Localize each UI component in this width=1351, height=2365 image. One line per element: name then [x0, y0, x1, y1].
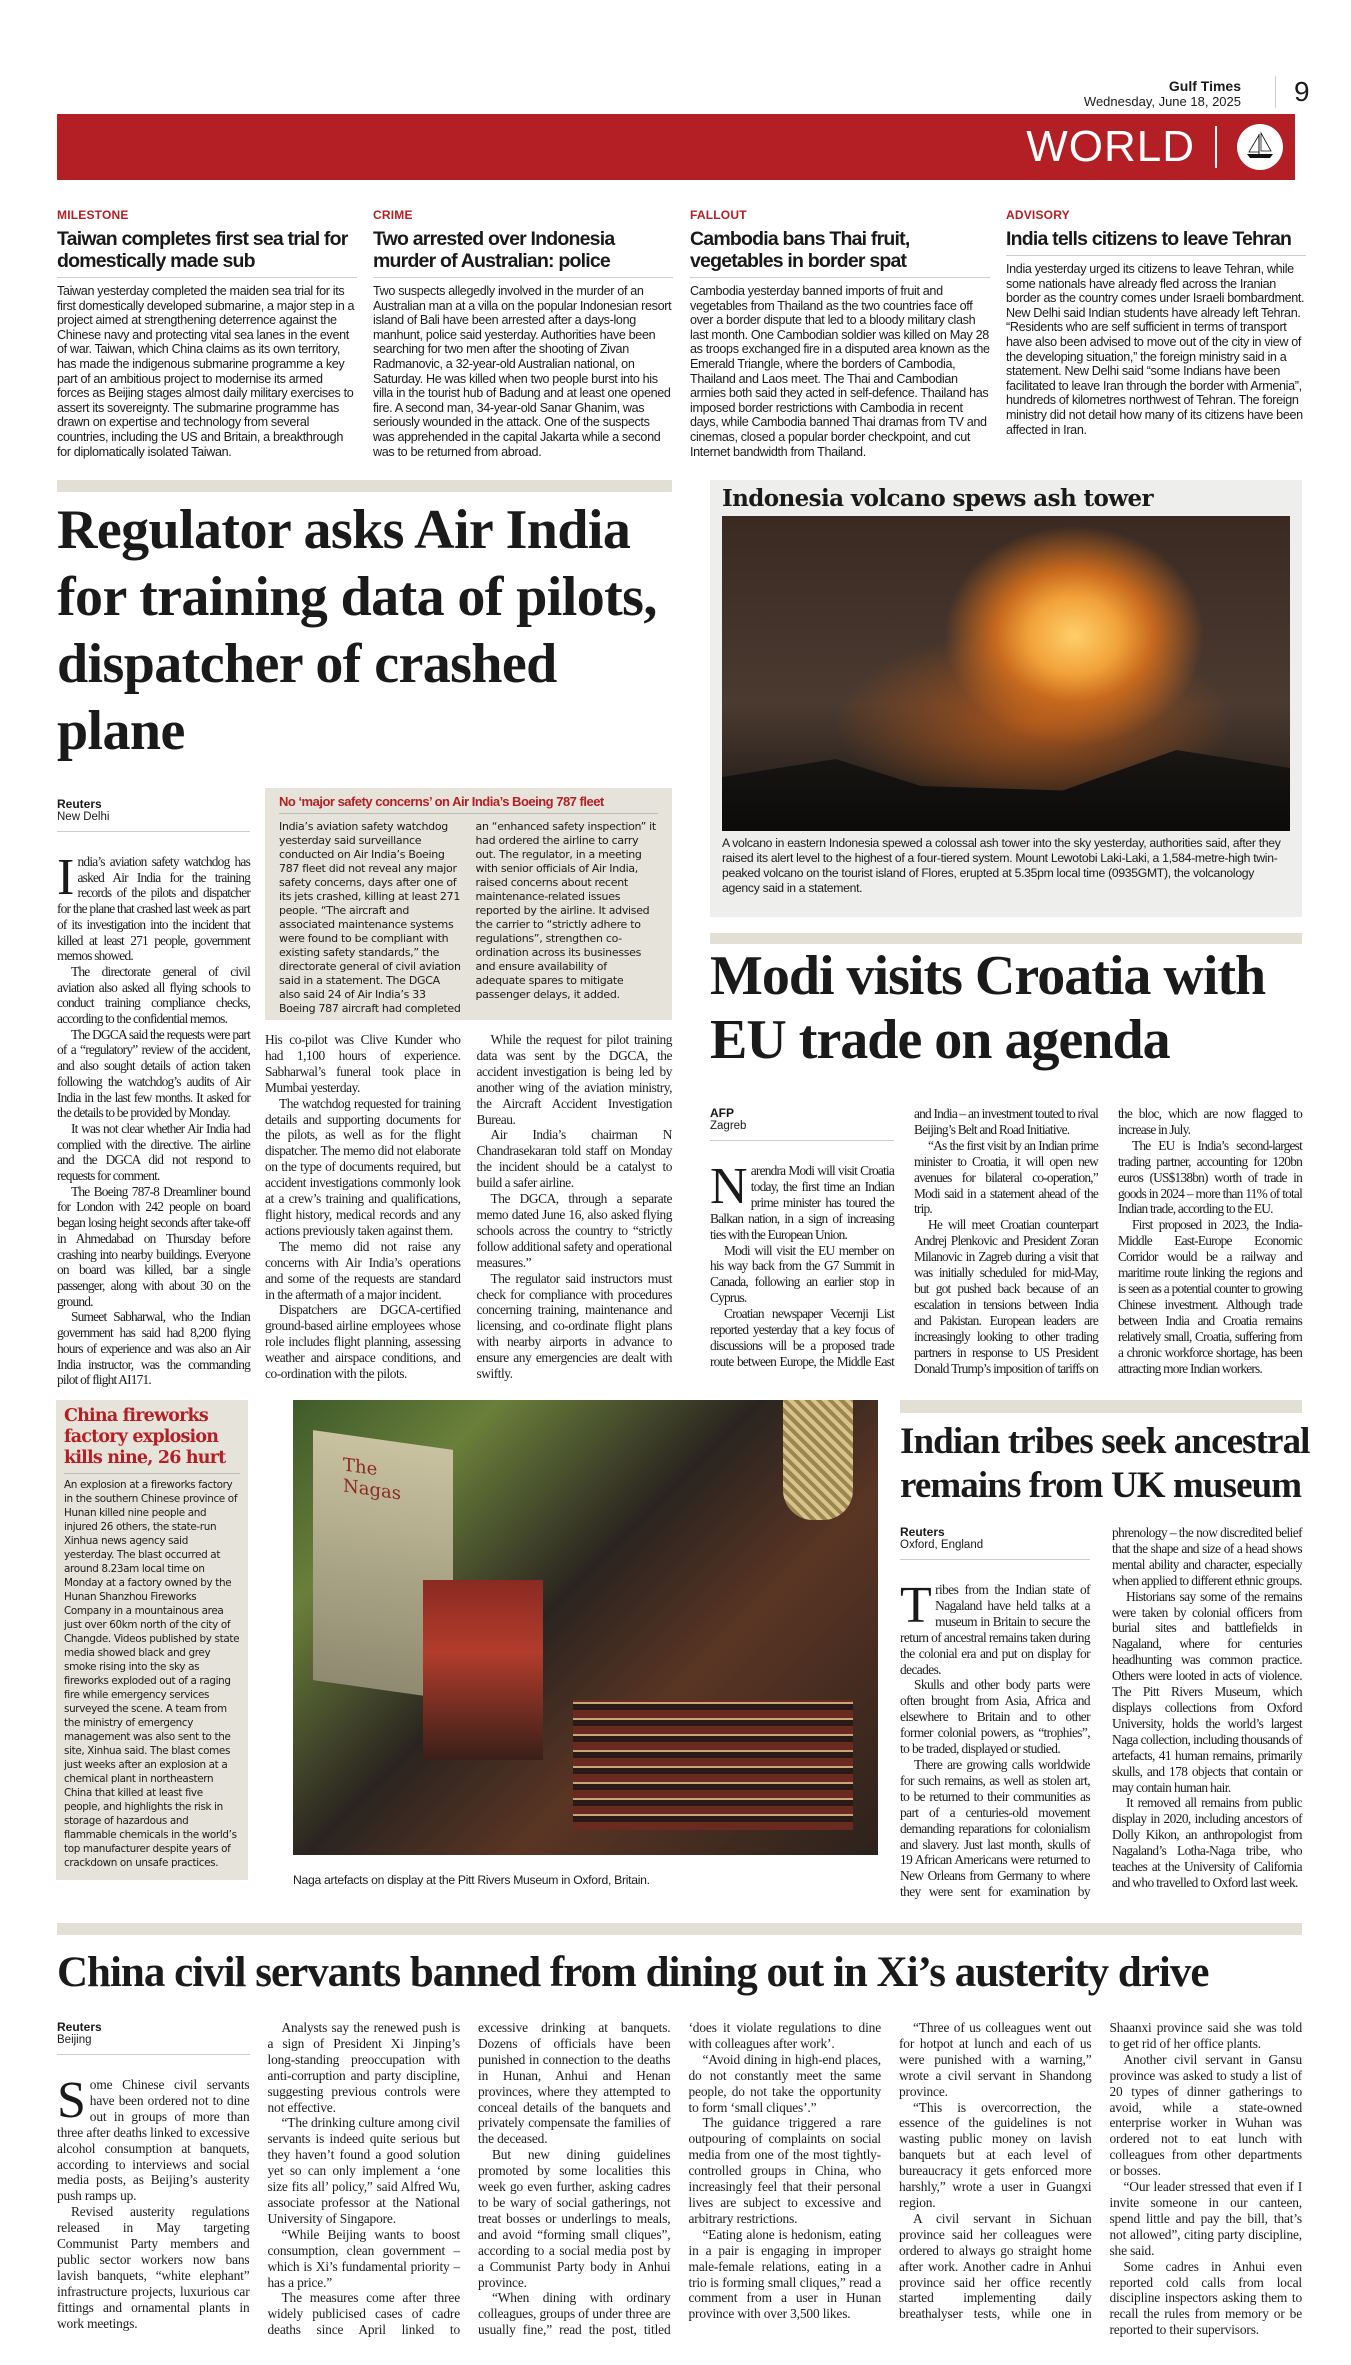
- naga-caption: Naga artefacts on display at the Pitt Rivers Museum in Oxford, Britain.: [293, 1873, 650, 1887]
- paragraph: “Our leader stressed that even if I invite someone in our canteen, spend little and pay the bill, that’s not allowed”, citing party discipline, she said.: [1109, 2179, 1302, 2258]
- brief-indonesia-murder: [373, 208, 673, 459]
- brief-body: Two suspects allegedly involved in the murder of an Australian man at a villa on the popular Indonesian resort island of Bali have been arrested after a days-long manhunt, police said yesterday. Authorities have been searching for two men after the shooting of Zivan Radmanovic, a 32-year-old Australian national, on Saturday. He was killed when two people burst into his villa in the tourist hub of Badung and at least one opened fire. A second man, 34-year-old Sanar Ghanim, was seriously wounded in the attack. One of the suspects was apprehended in the capital Jakarta while a second was to be returned from abroad.: [373, 284, 672, 459]
- byline: [57, 2020, 250, 2055]
- page-number: 9: [1275, 76, 1310, 108]
- paragraph: “Avoid dining in high-end places, do not constantly meet the same people, do not take the opportunity to form ‘small cliques’.”: [688, 2051, 881, 2115]
- modi-headline: Modi visits Croatia with EU trade on agenda: [710, 945, 1266, 1071]
- article-body: [57, 2020, 1302, 2338]
- byline-dateline: Oxford, England: [900, 1539, 984, 1551]
- paragraph: Some Chinese civil servants have been ordered not to dine out in groups of more than three after deaths linked to excessive alcohol consumption at banquets, according to interviews and social media posts, as Beijing’s austerity push ramps up.: [57, 2072, 250, 2204]
- brief-headline: Two arrested over Indonesia murder of Australian: police: [373, 228, 673, 278]
- paragraph: A civil servant in Sichuan province said her colleagues were ordered to always go straight home after work. Another cadre in Anhui province said her office recently started implementing daily breathalyser tests, while one in Shaanxi province said she was told to get rid of her office plants.: [899, 2020, 1302, 2322]
- paragraph: Sumeet Sabharwal, who the Indian government has said had 8,200 flying hours of experience and was also an Air India instructor, was the commanding pilot of flight AI171.: [57, 1309, 250, 1388]
- paragraph: The measures come after three widely publicised cases of cadre deaths since April linked to excessive drinking at banquets. Dozens of officials have been punished in connection to the deaths in Hunan, Anhui and Henan provinces, where they attempted to conceal details of the banquets and privately compensate the families of the deceased.: [267, 2020, 671, 2338]
- paragraph: “Three of us colleagues went out for hotpot at lunch and each of us were punished with a warning,” wrote a civil servant in Shandong province.: [899, 2020, 1092, 2099]
- article-body: [900, 1525, 1302, 1900]
- paragraph: The guidance triggered a rare outpouring of complaints on social media from one of the most tightly-controlled groups in China, who increasingly feel that their personal lives are subject to excessive and arbitrary restrictions.: [688, 2115, 881, 2226]
- paragraph: Dispatchers are DGCA-certified ground-based airline employees whose role includes flight planning, assessing weather and airspace conditions, and co-ordination with the pilots.: [265, 1302, 461, 1382]
- fireworks-body: An explosion at a fireworks factory in the southern Chinese province of Hunan killed nine people and injured 26 others, the state-run Xinhua news agency said yesterday. The blast occurred at around 8.23am local time on Monday at a factory owned by the Hunan Shanzhou Fireworks Company in a mountainous area just over 60km north of the city of Changde. Videos published by state media showed black and grey smoke rising into the sky as fireworks exploded out of a raging fire while emergency services surveyed the scene. A team from the ministry of emergency management was also sent to the site, Xinhua said. The blast comes just weeks after an explosion at a chemical plant in northeastern China that killed at least five people, and highlights the risk in storage of hazardous and flammable chemicals in the world’s top manufacturer despite years of crackdown on unsafe practices.: [64, 1479, 240, 1869]
- china-article: [57, 2020, 1302, 2338]
- banner-divider: [1215, 126, 1217, 168]
- fireworks-brief: [56, 1400, 248, 1880]
- paragraph: There are growing calls worldwide for such remains, as well as stolen art, to be returned to their communities as part of a centuries-old movement demanding reparations for colonialism and slavery. Just last month, skulls of 19 African Americans were returned to New Orleans from Germany to where they were sent for examination by phrenology – the now discredited belief that the shape and size of a head shows mental ability and character, especially when applied to different ethnic groups.: [900, 1525, 1302, 1900]
- paragraph: Air India’s chairman N Chandrasekaran told staff on Monday the incident should be a catalyst to build a safer airline.: [476, 1127, 672, 1191]
- tribes-headline: Indian tribes seek ancestral remains from UK museum: [900, 1421, 1310, 1506]
- sidebar-body: [279, 820, 658, 1016]
- paragraph: The memo did not raise any concerns with Air India’s operations and some of the requests are standard in the aftermath of a major incident.: [265, 1238, 461, 1302]
- paragraph: “This is overcorrection, the essence of the guidelines is not wasting public money on lavish banquets but at each level of bureaucracy it gets enforced more harshly,” wrote a user in Guangxi region.: [899, 2099, 1092, 2210]
- byline: [710, 1106, 894, 1141]
- brief-taiwan: [57, 208, 357, 459]
- paragraph: “As the first visit by an Indian prime minister to Croatia, it will open new avenues for bilateral co-operation,” Modi said in a statement ahead of the trip.: [914, 1137, 1098, 1217]
- photo-title: Indonesia volcano spews ash tower: [722, 485, 1153, 512]
- brief-headline: Cambodia bans Thai fruit, vegetables in border spat: [690, 228, 990, 278]
- article-body: [57, 849, 250, 1388]
- brief-kicker: FALLOUT: [690, 208, 747, 222]
- section-divider: [57, 480, 672, 492]
- paragraph: India’s aviation safety watchdog has asked Air India for the training records of the pilots and dispatcher for the plane that crashed last week as part of its investigation into the incident that killed at least 271 people, government memos showed.: [57, 849, 250, 964]
- paragraph: He will meet Croatian counterpart Andrej Plenkovic and President Zoran Milanovic in Zagreb during a visit that was initially scheduled for mid-May, but got pushed back because of an escalation in tensions between India and Pakistan. European leaders are increasingly looking to other trading partners in response to US President Donald Trump’s imposition of tariffs on the bloc, which are now flagged to increase in July.: [914, 1106, 1302, 1376]
- paragraph: The watchdog requested for training details and supporting documents for the pilots, as well as for the flight dispatcher. The memo did not elaborate on the type of documents required, but accident investigations commonly look at a crew’s training and qualifications, flight history, medical records and any actions previously taken against them.: [265, 1095, 461, 1238]
- paragraph: Analysts say the renewed push is a sign of President Xi Jinping’s long-standing preoccupation with anti-corruption and party discipline, suggesting previous controls were not effective.: [267, 2020, 460, 2115]
- masthead-meta: [1084, 78, 1241, 109]
- lead-headline: Regulator asks Air India for training data of pilots, dispatcher of crashed plane: [57, 499, 657, 762]
- paragraph: Modi will visit the EU member on his way back from the G7 Summit in Canada, following an earlier stop in Cyprus.: [710, 1242, 894, 1306]
- byline-agency: AFP: [710, 1106, 734, 1120]
- issue-date: Wednesday, June 18, 2025: [1083, 94, 1241, 109]
- museum-sign: The Nagas: [343, 1454, 401, 1505]
- byline-dateline: New Delhi: [57, 811, 110, 823]
- section-divider: [900, 1400, 1302, 1413]
- paragraph: The DGCA, through a separate memo dated June 16, also asked flying schools across the country to “strictly follow additional safety and operational measures.”: [476, 1191, 672, 1270]
- brief-india-tehran: [1006, 208, 1306, 437]
- volcano-photo: [722, 516, 1290, 831]
- brief-kicker: CRIME: [373, 208, 413, 222]
- brief-headline: Taiwan completes first sea trial for domestically made sub: [57, 228, 357, 278]
- photo-caption: A volcano in eastern Indonesia spewed a colossal ash tower into the sky yesterday, authorities said, after they raised its alert level to the highest of a four-tiered system. Mount Lewotobi Laki-Laki, a 1,584-metre-high twin-peaked volcano on the tourist island of Flores, erupted at 5.35pm local time (0935GMT), the volcanology agency said in a statement.: [722, 836, 1281, 895]
- tribes-article: [900, 1525, 1302, 1900]
- paragraph: India’s aviation safety watchdog yesterday said surveillance conducted on Air India’s Boeing 787 fleet did not reveal any major safety concerns, days after one of its jets crashed, killing at least 271 people. “The aircraft and associated maintenance systems were found to be compliant with existing safety standards,” the directorate general of civil aviation said in a statement. The DGCA also said 24 of Air India’s 33 Boeing 787 aircraft had completed an “enhanced safety inspection” it had ordered the airline to carry out. The regulator, in a meeting with senior officials of Air India, raised concerns about recent maintenance-related issues reported by the airline. It advised the carrier to “strictly adhere to regulations”, strengthen co-ordination across its businesses and ensure availability of adequate spares to mitigate passenger delays, it added.: [279, 820, 656, 1015]
- dhow-boat-icon: [1237, 124, 1283, 170]
- sidebar-box: [265, 788, 672, 1020]
- section-title: WORLD: [1026, 122, 1195, 171]
- sidebar-title: No ‘major safety concerns’ on Air India’s Boeing 787 fleet: [279, 794, 658, 814]
- brief-body: Taiwan yesterday completed the maiden sea trial for its first domestically developed submarine, a major step in a project aimed at strengthening deterrence against the Chinese navy and protecting vital sea lanes in the event of war. Taiwan, which China claims as its own territory, has made the indigenous submarine programme a key part of an ambitious project to modernise its armed forces as Beijing stages almost daily military exercises to assert its sovereignty. The submarine programme has drawn on expertise and technology from several countries, including the US and Britain, a breakthrough for diplomatically isolated Taiwan.: [57, 284, 355, 459]
- china-headline: China civil servants banned from dining out in Xi’s austerity drive: [57, 1949, 1209, 1996]
- volcano-photo-box: [710, 480, 1302, 917]
- paper-name: Gulf Times: [1168, 78, 1241, 94]
- brief-kicker: MILESTONE: [57, 208, 129, 222]
- section-banner: [57, 114, 1295, 180]
- paragraph: “Eating alone is hedonism, eating in a pair is engaging in improper male-female relations, eating in a trio is forming small cliques,” read a comment from a user in Hunan province with over 3,500 likes.: [688, 2226, 881, 2322]
- article-body: [710, 1106, 1302, 1376]
- paragraph: Historians say some of the remains were taken by colonial officers from burial sites and battlefields in Nagaland, where for centuries headhunting was common practice. Others were looted in acts of violence. The Pitt Rivers Museum, which displays collections from Oxford University, holds the world’s largest Naga collection, including thousands of artefacts, 41 human remains, primarily skulls, and 178 objects that contain or may contain human hair.: [1112, 1588, 1302, 1795]
- section-divider: [57, 1923, 1302, 1935]
- paragraph: Another civil servant in Gansu province was asked to study a list of 20 types of dinner gatherings to avoid, while a state-owned enterprise worker in Wuhan was ordered not to eat lunch with colleagues from other departments or bosses.: [1109, 2051, 1302, 2179]
- paragraph: “While Beijing wants to boost consumption, clean government – which is Xi’s fundamental priority – has a price.”: [267, 2226, 460, 2290]
- paragraph: Some cadres in Anhui even reported cold calls from local discipline inspectors asking them to recall the rules from memory or be reported to their supervisors.: [1109, 2258, 1302, 2338]
- paragraph: The Boeing 787-8 Dreamliner bound for London with 242 people on board began losing height seconds after take-off in Ahmedabad on Thursday before crashing into nearby buildings. Everyone on board was killed, bar a single passenger, along with about 30 on the ground.: [57, 1183, 250, 1309]
- paragraph: While the request for pilot training data was sent by the DGCA, the accident investigation is being led by another wing of the aviation ministry, the Aircraft Accident Investigation Bureau.: [476, 1032, 672, 1127]
- fireworks-headline: China fireworks factory explosion kills nine, 26 hurt: [64, 1406, 240, 1474]
- paragraph: First proposed in 2023, the India-Middle East-Europe Economic Corridor would be a railway and maritime route linking the regions and is seen as a potential counter to growing Chinese investment. Although trade between India and Croatia remains relatively small, Croatia, suffering from a chronic workforce shortage, has been attracting more Indian workers.: [1118, 1217, 1302, 1376]
- naga-artefacts-photo: [293, 1400, 878, 1855]
- modi-article: [710, 1106, 1302, 1376]
- byline-dateline: Beijing: [57, 2034, 92, 2046]
- byline-agency: Reuters: [57, 2020, 102, 2034]
- airindia-column-1: [57, 797, 250, 1388]
- paragraph: The regulator said instructors must check for compliance with procedures concerning training, maintenance and licensing, and co-ordinate flight plans with nearby airports in advance to ensure any emergencies are dealt with swiftly.: [476, 1270, 672, 1382]
- paragraph: The EU is India’s second-largest trading partner, accounting for 120bn euros (US$138bn) worth of trade in goods in 2024 – more than 11% of total Indian trade, according to the EU.: [1118, 1137, 1302, 1217]
- paragraph: Revised austerity regulations released in May targeting Communist Party members and public sector workers now bans lavish banquets, “white elephant” infrastructure projects, luxurious car fittings and ornamental plants in work meetings.: [57, 2204, 250, 2331]
- paragraph: Skulls and other body parts were often brought from Asia, Africa and elsewhere to Britain and to other former colonial powers, as “trophies”, to be traded, displayed or studied.: [900, 1677, 1090, 1757]
- byline-agency: Reuters: [900, 1525, 945, 1539]
- paragraph: It was not clear whether Air India had complied with the directive. The airline and the DGCA did not respond to requests for comment.: [57, 1120, 250, 1184]
- airindia-columns-2-3: [265, 1032, 672, 1382]
- byline: [900, 1525, 1090, 1560]
- paragraph: The DGCA said the requests were part of a “regulatory” review of the accident, and also sought details of action taken following the watchdog’s audits of Air India in the last few months. It asked for the details to be provided by Monday.: [57, 1026, 250, 1121]
- paragraph: Croatian newspaper Vecernji List reported yesterday that a key focus of discussions will be a proposed trade route between Europe, the Middle East and India – an investment touted to rival Beijing’s Belt and Road Initiative.: [710, 1106, 1099, 1369]
- paragraph: His co-pilot was Clive Kunder who had 1,100 hours of experience. Sabharwal’s funeral took place in Mumbai yesterday.: [265, 1032, 461, 1095]
- section-divider: [710, 933, 1302, 944]
- byline: [57, 797, 250, 832]
- brief-body: India yesterday urged its citizens to leave Tehran, while some nationals have already fled across the Iranian border as the country comes under Israeli bombardment. New Delhi said Indian students have already left Tehran. “Residents who are self sufficient in terms of transport have also been advised to move out of the city in view of the developing situation,” the foreign ministry said in a statement. New Delhi said “some Indians have been facilitated to leave Iran through the border with Armenia”, hundreds of kilometres northwest of Tehran. The foreign ministry did not detail how many of its citizens have been affected in Iran.: [1006, 262, 1305, 437]
- paragraph: But new dining guidelines promoted by some localities this week go even further, asking cadres to be wary of social gatherings, not treat bosses or underlings to meals, and avoid “forming small cliques”, according to a social media post by a Communist Party body in Anhui province.: [478, 2147, 671, 2290]
- brief-headline: India tells citizens to leave Tehran: [1006, 228, 1306, 256]
- brief-body: Cambodia yesterday banned imports of fruit and vegetables from Thailand as the two countries face off over a border dispute that led to a bloody military clash last month. One Cambodian soldier was killed on May 28 as troops exchanged fire in a disputed area known as the Emerald Triangle, where the borders of Cambodia, Thailand and Laos meet. The Thai and Cambodian armies both said they acted in self-defence. Thailand has imposed border restrictions with Cambodia in recent days, while Cambodia banned Thai dramas from TV and cinemas, closed a popular border checkpoint, and cut Internet bandwidth from Thailand.: [690, 284, 990, 459]
- paragraph: “The drinking culture among civil servants is indeed quite serious but they haven’t found a good solution yet so can only implement a ‘one size fits all’ policy,” said Alfred Wu, associate professor at the National University of Singapore.: [267, 2115, 460, 2226]
- byline-agency: Reuters: [57, 797, 102, 811]
- paragraph: Tribes from the Indian state of Nagaland have held talks at a museum in Britain to secure the return of ancestral remains taken during the colonial era and put on display for decades.: [900, 1577, 1090, 1677]
- paragraph: The directorate general of civil aviation also asked all flying schools to conduct training compliance checks, according to the confidential memos.: [57, 963, 250, 1027]
- brief-kicker: ADVISORY: [1006, 208, 1070, 222]
- paragraph: It removed all remains from public display in 2020, including ancestors of Dolly Kikon, an anthropologist from Nagaland’s Lotha-Naga tribe, who teaches at the University of California and who travelled to Oxford last week.: [1112, 1795, 1302, 1890]
- paragraph: Narendra Modi will visit Croatia today, the first time an Indian prime minister has toured the Balkan nation, in a sign of increasing ties with the European Union.: [710, 1158, 894, 1242]
- byline-dateline: Zagreb: [710, 1120, 747, 1132]
- brief-cambodia: [690, 208, 990, 459]
- paragraph: “When dining with ordinary colleagues, groups of under three are usually fine,” read the post, titled ‘does it violate regulations to dine with colleagues after work’.: [478, 2020, 881, 2338]
